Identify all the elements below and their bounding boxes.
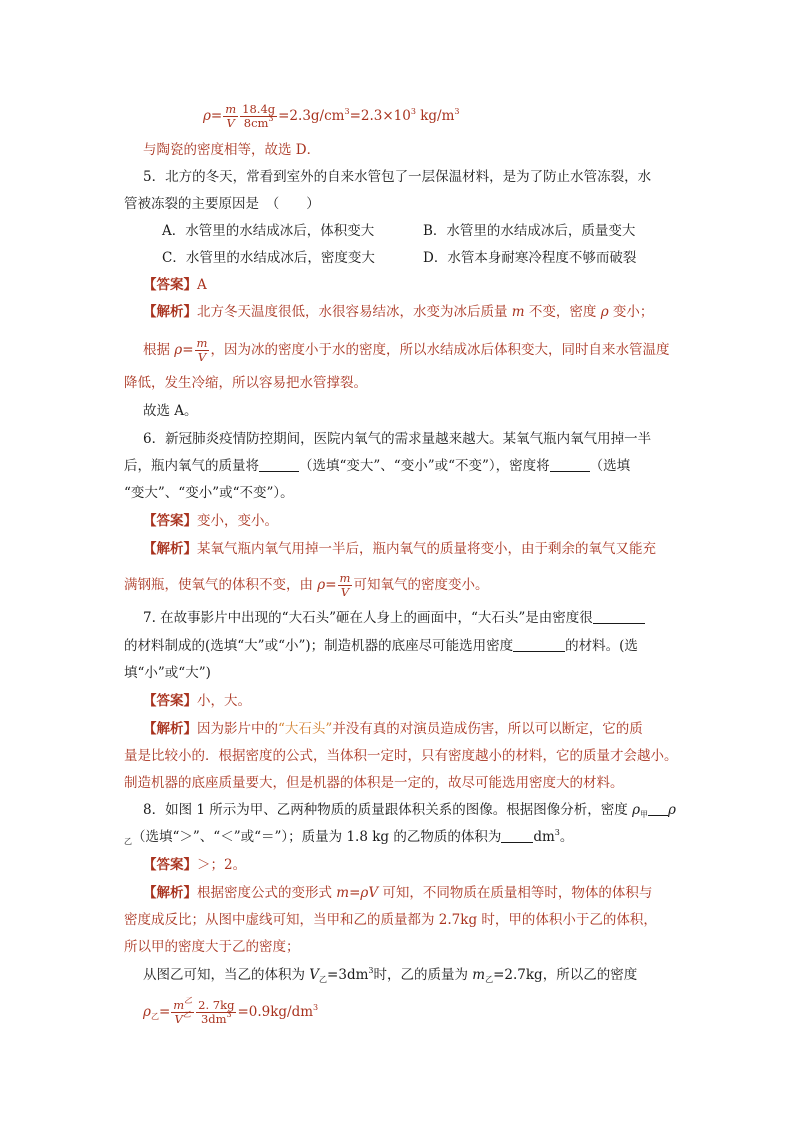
fraction-m-over-v: $\frac{m}{V}$ — [225, 102, 237, 130]
q6-stem-line-3: “变大”、“变小”或“不变”）。 — [124, 485, 294, 501]
q8-blank-1 — [648, 801, 668, 816]
q7-stem-line-3: 填“小”或“大”) — [124, 665, 211, 681]
q7-analysis-line-3: 制造机器的底座质量要大，但是机器的体积是一定的，故尽可能选用密度大的材料。 — [124, 775, 624, 791]
q8-analysis-line-3: 所以甲的密度大于乙的密度； — [124, 939, 300, 955]
q8-stem-line-2: $_乙$（选填“＞”、“＜”或“＝”）；质量为 1.8 kg 的乙物质的体积为 $dm^3$。 — [124, 828, 574, 846]
fraction-m-over-v: $\frac{m}{V}$ — [339, 571, 351, 599]
fraction-value-yi: $\frac{2. 7kg}{3dm^3}$ — [198, 998, 235, 1026]
q5-conclusion: 故选 A。 — [143, 403, 198, 419]
q6-blank-2 — [550, 457, 590, 472]
intro-conclusion: 与陶瓷的密度相等，故选 D． — [143, 142, 321, 158]
fraction-m-over-v: $\frac{m}{V}$ — [196, 336, 208, 364]
q6-blank-1 — [259, 457, 299, 472]
q5-analysis-line-1: 【解析】北方冬天温度很低，水很容易结冰，水变为冰后质量 m 不变，密度 ρ 变小； — [143, 304, 654, 320]
q7-stem-line-2: 的材料制成的(选填“大”或“小”)；制造机器的底座尽可能选用密度 的材料。(选 — [124, 638, 638, 654]
q6-stem-line-2: 后，瓶内氧气的质量将 （选填“变大”、“变小”或“不变”），密度将 （选填 — [124, 458, 631, 474]
fraction-value: $\frac{18.4g}{8cm^3}$ — [242, 102, 276, 130]
q5-stem-line-1: 5．北方的冬天，常看到室外的自来水管包了一层保温材料，是为了防止水管冻裂，水 — [143, 169, 652, 185]
q8-analysis-line-4: 从图乙可知，当乙的体积为 $V_乙=3dm^3$时，乙的质量为 $m_乙=2.7kg$，所以乙的密度 — [143, 966, 638, 984]
q5-analysis-line-3: 降低，发生冷缩，所以容易把水管撑裂。 — [124, 375, 367, 391]
q5-answer: 【答案】A — [143, 277, 207, 293]
q6-stem-line-1: 6．新冠肺炎疫情防控期间，医院内氧气的需求量越来越大。某氧气瓶内氧气用掉一半 — [143, 431, 652, 447]
q6-analysis-line-2: 满钢瓶，使氧气的体积不变，由 ρ= $\frac{m}{V}$ 可知氧气的密度变小。 — [124, 571, 489, 599]
q6-answer: 【答案】变小，变小。 — [143, 513, 278, 529]
q8-stem-line-1: 8．如图 1 所示为甲、乙两种物质的质量跟体积关系的图像。根据图像分析，密度 $\rho_甲$ ρ — [143, 802, 676, 819]
q5-stem-line-2: 管被冻裂的主要原因是 （ ） — [124, 196, 320, 212]
density-formula-line: ρ= $\frac{m}{V}$ $\frac{18.4g}{8cm^3}$ $=2.3g/cm^3=2.3\times 10^3$ $kg/m^3$ — [203, 102, 460, 130]
q7-analysis-line-2: 量是比较小的．根据密度的公式，当体积一定时，只有密度越小的材料，它的质量才会越小。 — [124, 748, 678, 764]
q8-answer: 【答案】＞；2。 — [143, 857, 247, 873]
q5-option-b: B．水管里的水结成冰后，质量变大 — [423, 223, 636, 239]
q5-option-c: C．水管里的水结成冰后，密度变大 — [162, 250, 375, 266]
q7-blank-1 — [593, 609, 645, 624]
fraction-m-over-v-yi: $\frac{m^乙}{V^乙}$ — [173, 996, 193, 1026]
q7-stem-line-1: 7. 在故事影片中出现的“大石头”砸在人身上的画面中，“大石头”是由密度很 — [143, 608, 645, 628]
q8-analysis-line-2: 密度成反比；从图中虚线可知，当甲和乙的质量都为 2.7kg 时，甲的体积小于乙的体积， — [124, 912, 657, 928]
q7-analysis-line-1: 【解析】因为影片中的“大石头”并没有真的对演员造成伤害，所以可以断定，它的质 — [143, 721, 643, 737]
q7-blank-2 — [513, 637, 565, 652]
q8-analysis-line-1: 【解析】根据密度公式的变形式 m=ρV 可知，不同物质在质量相等时，物体的体积与 — [143, 885, 653, 901]
q5-option-d: D．水管本身耐寒冷程度不够而破裂 — [423, 250, 637, 266]
q8-blank-2 — [501, 828, 533, 843]
q7-answer: 【答案】小，大。 — [143, 693, 251, 709]
q6-analysis-line-1: 【解析】某氧气瓶内氧气用掉一半后，瓶内氧气的质量将变小，由于剩余的氧气又能充 — [143, 541, 656, 557]
q5-analysis-line-2: 根据 ρ= $\frac{m}{V}$ ，因为冰的密度小于水的密度，所以水结成冰后体积变大，同时自来水管温度 — [143, 336, 670, 364]
q5-option-a: A．水管里的水结成冰后，体积变大 — [162, 223, 375, 239]
q8-final-formula: $\rho_乙=$ $\frac{m^乙}{V^乙}$ $\frac{2. 7kg}{3dm^3}$ $=0.9kg/dm^3$ — [143, 996, 319, 1026]
